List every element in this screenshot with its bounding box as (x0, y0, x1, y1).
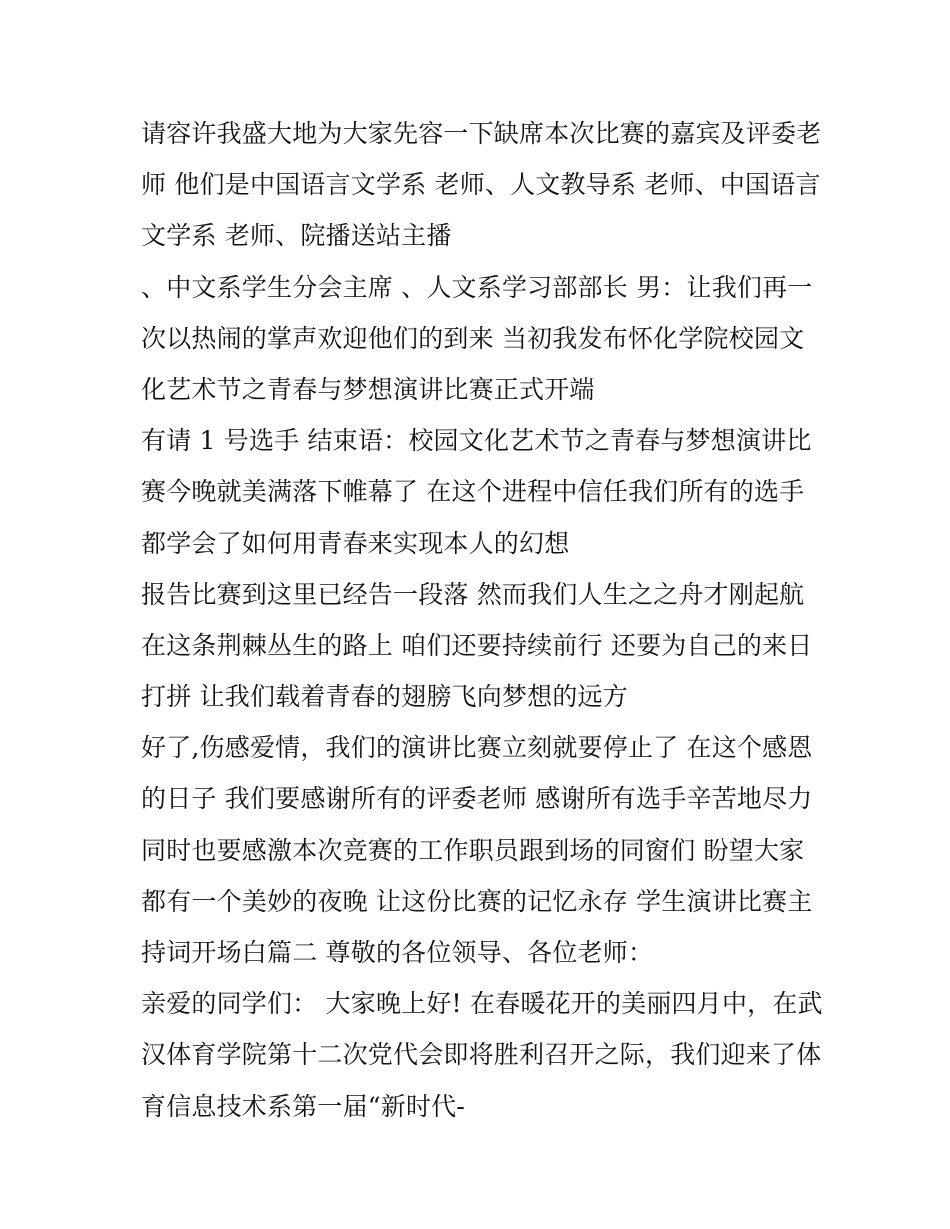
text-line: 文学系 老师、院播送站主播 (141, 221, 452, 251)
text-line: 的日子 我们要感谢所有的评委老师 感谢所有选手辛苦地尽力 (141, 784, 813, 814)
text-line: 好了,伤感爱情，我们的演讲比赛立刻就要停止了 在这个感恩 (141, 733, 813, 763)
text-line: 有请 1 号选手 结束语：校园文化艺术节之青春与梦想演讲比 (141, 426, 812, 456)
text-line: 同时也要感激本次竞赛的工作职员跟到场的同窗们 盼望大家 (141, 835, 805, 865)
text-line: 次以热闹的掌声欢迎他们的到来 当初我发布怀化学院校园文 (141, 323, 805, 353)
text-line: 师 他们是中国语言文学系 老师、人文教导系 老师、中国语言 (141, 170, 821, 200)
text-line: 亲爱的同学们： 大家晚上好! 在春暖花开的美丽四月中，在武 (141, 989, 823, 1019)
text-line: 报告比赛到这里已经告一段落 然而我们人生之之舟才刚起航 (141, 579, 805, 609)
text-line: 持词开场白篇二 尊敬的各位领导、各位老师： (141, 938, 654, 967)
text-line: 汉体育学院第十二次党代会即将胜利召开之际，我们迎来了体 (141, 1040, 822, 1070)
text-line: 化艺术节之青春与梦想演讲比赛正式开端 (141, 374, 595, 404)
text-line: 都学会了如何用青春来实现本人的幻想 (141, 528, 570, 558)
text-line: 、中文系学生分会主席 、人文系学习部部长 男：让我们再一 (141, 272, 813, 302)
text-line: 在这条荆棘丛生的路上 咱们还要持续前行 还要为自己的来日 (141, 630, 813, 660)
text-line: 育信息技术系第一届“新时代- (141, 1091, 466, 1121)
text-line: 请容许我盛大地为大家先容一下缺席本次比赛的嘉宾及评委老 (141, 119, 822, 148)
body-text (141, 108, 821, 1132)
text-line: 都有一个美妙的夜晚 让这份比赛的记忆永存 学生演讲比赛主 (141, 886, 813, 916)
text-line: 赛今晚就美满落下帷幕了 在这个进程中信任我们所有的选手 (141, 477, 805, 507)
text-line: 打拼 让我们载着青春的翅膀飞向梦想的远方 (141, 682, 628, 712)
